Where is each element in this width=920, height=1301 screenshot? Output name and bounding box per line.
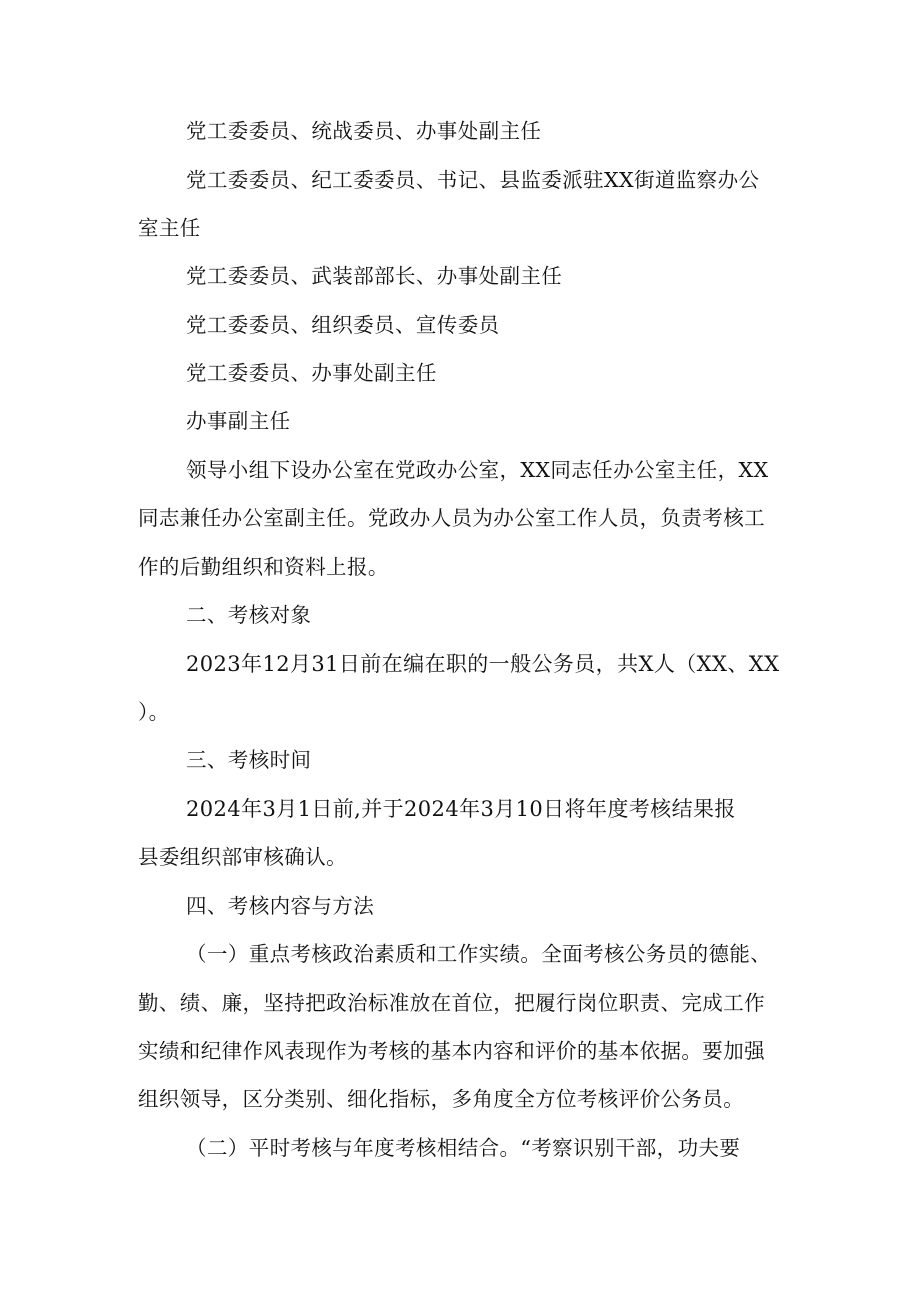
content-paragraph-1-line-4: 组织领导，区分类别、细化指标，多角度全方位考核评价公务员。 — [138, 1087, 745, 1111]
section-heading-targets: 二、考核对象 — [186, 603, 312, 627]
member-line-5: 党工委委员、办事处副主任 — [186, 361, 437, 385]
member-line-1: 党工委委员、统战委员、办事处副主任 — [186, 119, 542, 143]
targets-paragraph-line-2: ）。 — [138, 700, 170, 724]
content-paragraph-1-line-3: 实绩和纪律作风表现作为考核的基本内容和评价的基本依据。要加强 — [138, 1039, 765, 1063]
content-paragraph-2-line-1: （二）平时考核与年度考核相结合。“考察识别干部，功夫要 — [186, 1136, 741, 1160]
time-paragraph-line-1: 2024年3月1日前,并于2024年3月10日将年度考核结果报 — [186, 797, 736, 821]
content-paragraph-1-line-2: 勤、绩、廉，坚持把政治标准放在首位，把履行岗位职责、完成工作 — [138, 991, 765, 1015]
section-heading-content: 四、考核内容与方法 — [186, 894, 375, 918]
member-line-4: 党工委委员、组织委员、宣传委员 — [186, 313, 500, 337]
member-line-3: 党工委委员、武装部部长、办事处副主任 — [186, 264, 563, 288]
time-paragraph-line-2: 县委组织部审核确认。 — [138, 845, 347, 869]
content-paragraph-1-line-1: （一）重点考核政治素质和工作实绩。全面考核公务员的德能、 — [186, 942, 772, 966]
office-paragraph-line-1: 领导小组下设办公室在党政办公室，XX同志任办公室主任，XX — [186, 458, 769, 482]
office-paragraph-line-2: 同志兼任办公室副主任。党政办人员为办公室工作人员，负责考核工 — [138, 506, 765, 530]
section-heading-time: 三、考核时间 — [186, 748, 312, 772]
targets-paragraph-line-1: 2023年12月31日前在编在职的一般公务员，共X人（XX、XX — [186, 652, 780, 676]
member-line-2: 党工委委员、纪工委委员、书记、县监委派驻XX街道监察办公 — [186, 168, 760, 192]
member-line-6: 办事副主任 — [186, 409, 291, 433]
office-paragraph-line-3: 作的后勤组织和资料上报。 — [138, 555, 389, 579]
member-line-2-cont: 室主任 — [138, 216, 201, 240]
